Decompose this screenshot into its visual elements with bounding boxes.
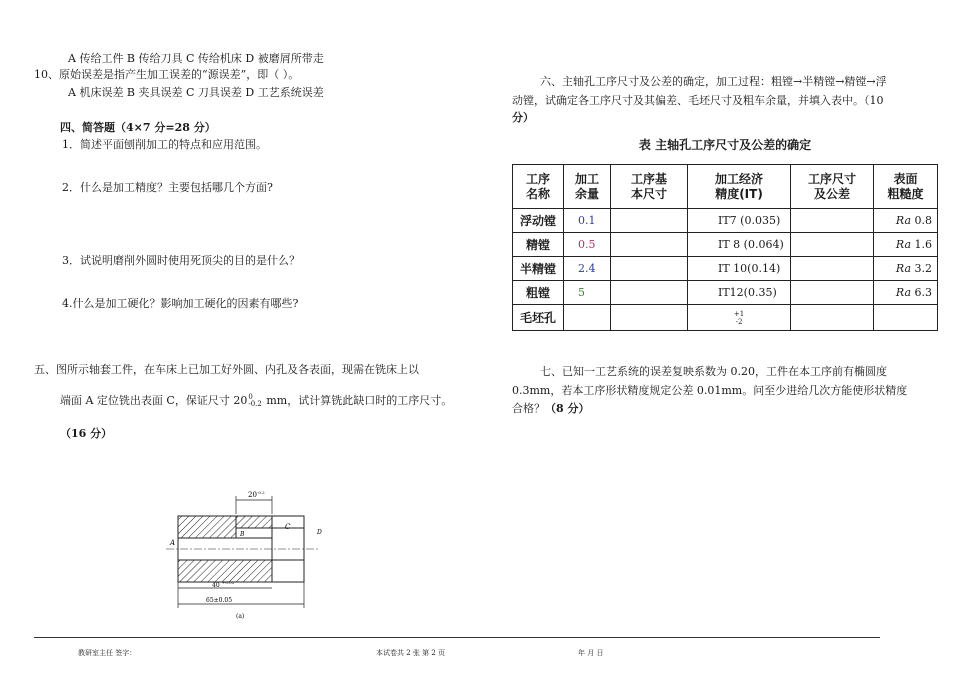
footer-date: 年 月 日: [578, 649, 604, 657]
section-4-question-2: 2．什么是加工精度？主要包括哪几个方面?: [62, 181, 273, 194]
process-name: 粗镗: [513, 281, 564, 305]
accuracy-value: IT12(0.35): [688, 281, 791, 305]
allowance-value: 5: [564, 281, 611, 305]
dim-inner-label: 40: [212, 582, 220, 589]
section-7-line-1: 七、已知一工艺系统的误差复映系数为 0.20，工件在本工序前有椭圆度: [540, 365, 887, 378]
roughness-value: Ra 1.6: [874, 233, 938, 257]
q10-text: 10、原始误差是指产生加工误差的“源误差”，即（ ）。: [34, 68, 300, 81]
header-economic-accuracy: 加工经济 精度(IT): [688, 165, 791, 209]
basic-size-cell: [611, 281, 688, 305]
dim-bottom-label: 65±0.05: [206, 597, 233, 604]
process-name: 毛坯孔: [513, 305, 564, 331]
allowance-value: 0.1: [564, 209, 611, 233]
roughness-value: Ra 6.3: [874, 281, 938, 305]
table-row: [513, 305, 938, 331]
shaft-sleeve-figure: [162, 486, 332, 626]
roughness-value: Ra 3.2: [874, 257, 938, 281]
size-tolerance-cell: [791, 233, 874, 257]
section-5-score: （16 分）: [60, 427, 113, 440]
process-name: 半精镗: [513, 257, 564, 281]
table-title: 表 主轴孔工序尺寸及公差的确定: [638, 138, 812, 152]
header-size-tolerance: 工序尺寸 及公差: [791, 165, 874, 209]
basic-size-cell: [611, 305, 688, 331]
label-c: C: [285, 523, 291, 531]
size-tolerance-cell: [791, 281, 874, 305]
accuracy-value: IT7 (0.035): [688, 209, 791, 233]
footer-signature: 教研室主任 签字：: [78, 649, 137, 657]
table-header-row: [513, 165, 938, 209]
blank-tolerance-value: +1 -2: [688, 305, 791, 331]
table-row: [513, 281, 938, 305]
section-6-line-1: 六、主轴孔工序尺寸及公差的确定，加工过程：粗镗→半精镗→精镗→浮: [540, 75, 887, 88]
dim-top-label: 20: [248, 491, 257, 499]
footer-separator: [34, 637, 880, 638]
size-tolerance-cell: [791, 257, 874, 281]
header-roughness: 表面 粗糙度: [874, 165, 938, 209]
allowance-value: 0.5: [564, 233, 611, 257]
size-tolerance-cell: [791, 305, 874, 331]
basic-size-cell: [611, 257, 688, 281]
roughness-value: [874, 305, 938, 331]
header-allowance: 加工 余量: [564, 165, 611, 209]
section-7-line-3: 合格？（8 分）: [512, 402, 590, 415]
header-basic-size: 工序基 本尺寸: [611, 165, 688, 209]
section-4-question-1: 1．简述平面刨削加工的特点和应用范围。: [62, 138, 267, 151]
section-7-line-2: 0.3mm，若本工序形状精度规定公差 0.01mm。问至少进给几次方能使形状精度: [512, 384, 908, 397]
label-a: A: [170, 539, 176, 547]
roughness-value: Ra 0.8: [874, 209, 938, 233]
section-6-line-3: 分）: [512, 111, 534, 124]
figure-caption: (a): [236, 613, 245, 620]
section-4-question-4: 4.什么是加工硬化？影响加工硬化的因素有哪些?: [62, 297, 299, 310]
process-name: 精镗: [513, 233, 564, 257]
process-dimension-table: [512, 164, 938, 331]
section-4-question-3: 3．试说明磨削外圆时使用死顶尖的目的是什么？: [62, 254, 300, 267]
table-row: [513, 257, 938, 281]
q9-options: A 传给工件 B 传给刀具 C 传给机床 D 被磨屑所带走: [68, 52, 324, 65]
footer-page-info: 本试卷共 2 张 第 2 页: [376, 649, 446, 657]
allowance-value: 2.4: [564, 257, 611, 281]
q10-options: A 机床误差 B 夹具误差 C 刀具误差 D 工艺系统误差: [68, 86, 324, 99]
label-d: D: [317, 529, 322, 536]
header-process-name: 工序 名称: [513, 165, 564, 209]
table-row: [513, 233, 938, 257]
process-name: 浮动镗: [513, 209, 564, 233]
section-5-line-2: 端面 A 定位铣出表面 C，保证尺寸 20 0 -0.2 mm，试计算铣此缺口时的工序尺寸。: [60, 393, 453, 408]
label-b: B: [240, 531, 245, 538]
accuracy-value: IT 10(0.14): [688, 257, 791, 281]
accuracy-value: IT 8 (0.064): [688, 233, 791, 257]
basic-size-cell: [611, 209, 688, 233]
dim-inner-tolerance: +0.05: [222, 580, 235, 585]
allowance-value: [564, 305, 611, 331]
size-tolerance-cell: [791, 209, 874, 233]
section-6-line-2: 动镗，试确定各工序尺寸及其偏差、毛坯尺寸及粗车余量，并填入表中。（10: [512, 94, 884, 107]
section-4-heading: 四、简答题（4×7 分=28 分）: [60, 121, 216, 134]
table-row: [513, 209, 938, 233]
basic-size-cell: [611, 233, 688, 257]
section-5-line-1: 五、图所示轴套工件，在车床上已加工好外圆、内孔及各表面，现需在铣床上以: [34, 363, 419, 376]
dim-top-tolerance: -0.2: [257, 490, 265, 495]
